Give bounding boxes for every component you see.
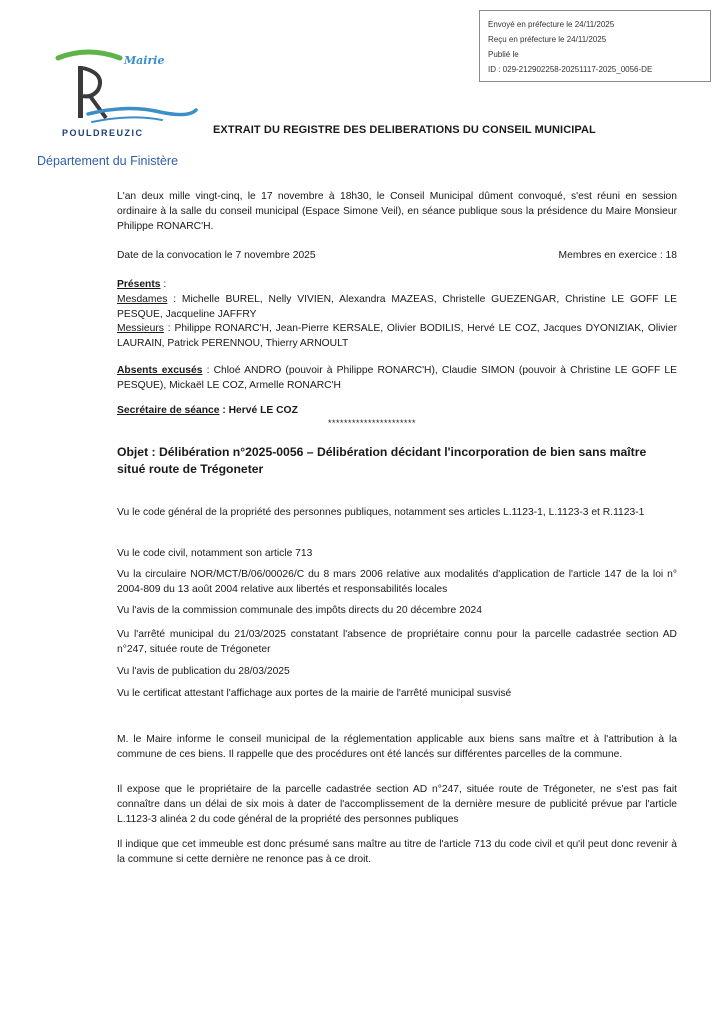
- messieurs-list: : Philippe RONARC'H, Jean-Pierre KERSALE, Olivier BODILIS, Hervé LE COZ, Jacques DYONIZIAK, Olivier LAURAIN, Patrick PERENNOU, Thierry ARNOULT: [117, 323, 677, 349]
- convocation-date: Date de la convocation le 7 novembre 2025: [117, 250, 316, 261]
- vu-item: Vu l'avis de publication du 28/03/2025: [117, 666, 290, 677]
- messieurs-paragraph: [117, 321, 677, 351]
- stamp-id-line: ID : 029-212902258-20251117-2025_0056-DE: [488, 65, 653, 74]
- mesdames-paragraph: [117, 292, 677, 322]
- vu-item: Vu le certificat attestant l'affichage aux portes de la mairie de l'arrêté municipal susvisé: [117, 688, 512, 699]
- town-logo: [48, 44, 198, 144]
- vu-item: Vu le code civil, notamment son article 713: [117, 548, 313, 559]
- presents-heading: [117, 277, 677, 292]
- body-paragraph: Il indique que cet immeuble est donc présumé sans maître au titre de l'article 713 du code civil et qu'il peut donc revenir à la commune si cette dernière ne renonce pas à ce droit.: [117, 839, 677, 865]
- presents-label: Présents: [117, 279, 161, 290]
- absents-paragraph: [117, 363, 677, 393]
- secretary-name: : Hervé LE COZ: [219, 405, 298, 416]
- mesdames-list: : Michelle BUREL, Nelly VIVIEN, Alexandra MAZEAS, Christelle GUEZENGAR, Christine LE GOFF LE PESQUE, Jacqueline JAFFRY: [117, 294, 677, 320]
- vu-item: Vu l'avis de la commission communale des impôts directs du 20 décembre 2024: [117, 605, 483, 616]
- mesdames-label: Mesdames: [117, 294, 168, 305]
- stamp-sent-line: Envoyé en préfecture le 24/11/2025: [488, 20, 615, 29]
- stamp-received-line: Reçu en préfecture le 24/11/2025: [488, 35, 607, 44]
- document-title: EXTRAIT DU REGISTRE DES DELIBERATIONS DU CONSEIL MUNICIPAL: [213, 124, 596, 136]
- secretary-label: Secrétaire de séance: [117, 405, 220, 416]
- stamp-published-line: Publié le: [488, 50, 519, 59]
- absents-label: Absents excusés: [117, 365, 203, 376]
- convocation-row: [117, 248, 677, 263]
- deliberation-subject: Objet : Délibération n°2025-0056 – Délibération décidant l'incorporation de bien sans maître situé route de Trégoneter: [117, 445, 647, 476]
- body-paragraph: M. le Maire informe le conseil municipal de la réglementation applicable aux biens sans maître et à l'attribution à la commune de ces biens. Il rappelle que des procédures ont été lancés sur différentes parcelles de la commune.: [117, 734, 677, 760]
- members-count: Membres en exercice : 18: [558, 250, 677, 261]
- logo-mairie-text: Mairie: [124, 54, 165, 67]
- vu-item: Vu le code général de la propriété des personnes publiques, notamment ses articles L.1123-1, L.1123-3 et R.1123-1: [117, 507, 645, 518]
- body-paragraph: Il expose que le propriétaire de la parcelle cadastrée section AD n°247, située route de Trégoneter, ne s'est pas fait connaître dans un délai de six mois à dater de l'accomplissement de la dernière mesure de publicité prévue par l'article L.1123-3 alinéa 2 du code général de la propriété des personnes publiques: [117, 784, 677, 825]
- department-label: Département du Finistère: [37, 154, 179, 168]
- logo-town-name: POULDREUZIC: [62, 128, 144, 138]
- messieurs-label: Messieurs: [117, 323, 164, 334]
- separator-stars: **********************: [328, 418, 417, 428]
- presents-sep: :: [160, 279, 167, 290]
- vu-item: Vu la circulaire NOR/MCT/B/06/00026/C du 8 mars 2006 relative aux modalités d'application de l'article 147 de la loi n° 2004-809 du 13 août 2004 relative aux libertés et responsabilités locales: [117, 569, 677, 595]
- absents-list: : Chloé ANDRO (pouvoir à Philippe RONARC'H), Claudie SIMON (pouvoir à Christine LE GOFF LE PESQUE), Mickaël LE COZ, Armelle RONARC'H: [117, 365, 678, 391]
- intro-paragraph: L'an deux mille vingt-cinq, le 17 novembre à 18h30, le Conseil Municipal dûment convoqué, s'est réuni en session ordinaire à la salle du conseil municipal (Espace Simone Veil), en séance publique sous la présidence du Maire Monsieur Philippe RONARC'H.: [117, 191, 677, 232]
- vu-item: Vu l'arrêté municipal du 21/03/2025 constatant l'absence de propriétaire connu pour la parcelle cadastrée section AD n°247, située route de Trégoneter: [117, 629, 677, 655]
- prefecture-stamp: [479, 10, 711, 82]
- secretary-row: [117, 403, 677, 418]
